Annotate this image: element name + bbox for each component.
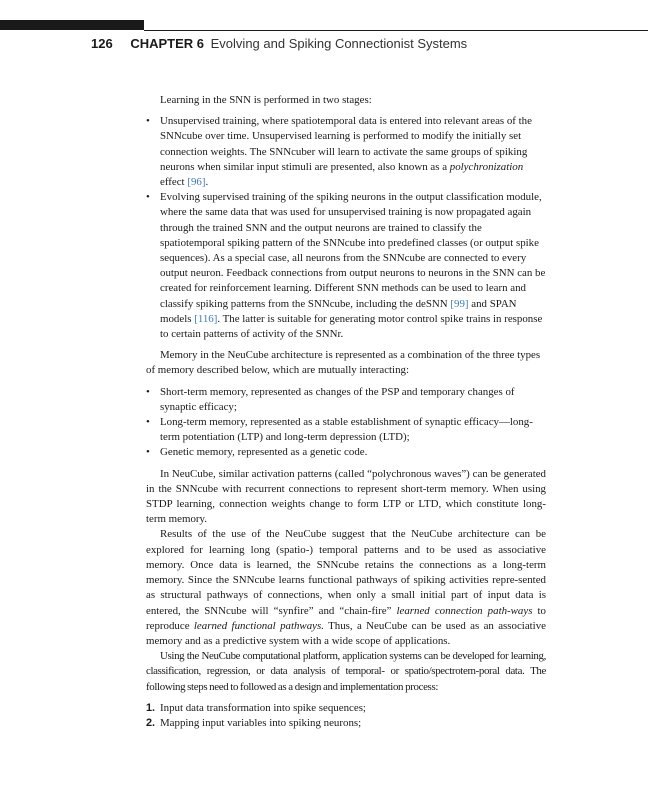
chapter-title: Evolving and Spiking Connectionist Systems: [210, 36, 468, 51]
step-number: 1.: [146, 701, 156, 714]
list-item: 2. Mapping input variables into spiking neurons;: [146, 716, 546, 731]
intro-paragraph: Learning in the SNN is performed in two stages:: [160, 94, 372, 106]
paragraph: Results of the use of the NeuCube suggest that the NeuCube architecture can be explored for learning long (spatio-) temporal patterns and to be used as associative memory. Once data is learned, the SNNcube retains the connections as a long-term memory. Since the SNNcube learns functional pathways of spiking activities repre-sented as structural pathways of connections, when only a small initial part of input data is entered, the SNNcube will “synfire” and “chain-fire” learned connection path-ways to reproduce learned functional pathways. Thus, a NeuCube can be used as an associative memory and as a predictive system with a wide scope of applications.: [146, 528, 546, 647]
step-number: 2.: [146, 716, 156, 729]
header-rule: [144, 30, 648, 31]
paragraph: Using the NeuCube computational platform, application systems can be developed for learning, classification, regression, or data analysis of temporal- or spatio/spectrotem-poral data. The following steps need to followed as a design and implementation process:: [146, 650, 546, 693]
memory-types-list: [146, 385, 546, 461]
bullet-icon: •: [146, 385, 150, 398]
list-item: • Short-term memory, represented as changes of the PSP and temporary changes of synaptic efficacy;: [146, 385, 515, 413]
bullet-icon: •: [146, 446, 150, 459]
chapter-label: CHAPTER 6: [130, 36, 205, 51]
running-head: [91, 36, 467, 51]
stages-list: [146, 114, 546, 342]
list-item: • Genetic memory, represented as a genetic code.: [146, 445, 546, 460]
steps-list: [146, 701, 546, 731]
citation-link[interactable]: [116]: [194, 312, 218, 325]
body-text: [146, 93, 546, 731]
bullet-icon: •: [146, 191, 150, 204]
bullet-icon: •: [146, 115, 150, 128]
paragraph: In NeuCube, similar activation patterns (called “polychronous waves”) can be generated in the SNNcube with recurrent connections to represent short-term memory. When using STDP learning, connection weights change to form LTP or LTD, which constitute long-term memory.: [146, 467, 546, 526]
memory-intro-paragraph: Memory in the NeuCube architecture is represented as a combination of the three types of memory described below, which are mutually interacting:: [146, 349, 541, 377]
citation-link[interactable]: [99]: [450, 297, 469, 310]
bullet-icon: •: [146, 416, 150, 429]
list-item: • Unsupervised training, where spatiotemporal data is entered into relevant areas of the SNNcube over time. Unsupervised learning is performed to modify the initially set connection weights. The SNNcuber will learn to activate the same groups of spiking neurons when similar input stimuli are presented, also known as a polychronization effect [96].: [146, 115, 532, 189]
list-item: • Evolving supervised training of the spiking neurons in the output classification module, where the same data that was used for unsupervised training is now propagated again through the trained SNN and the output neurons are trained to classify the spatiotemporal spiking pattern of the SNNcube into predefined classes (or output spike sequences). As a special case, all neurons from the SNNcube are connected to every output neuron. Feedback connections from output neurons to neurons in the SNN can be created for reinforcement learning. Different SNN methods can be used to learn and classify spiking patterns from the SNNcube, including the deSNN [99] and SPAN models [116]. The latter is suitable for generating motor control spike trains in response to certain patterns of activity of the SNNr.: [146, 191, 546, 341]
header-bar: [0, 20, 144, 30]
list-item: 1. Input data transformation into spike sequences;: [146, 701, 546, 716]
citation-link[interactable]: [96]: [187, 176, 206, 189]
page-number: 126: [91, 36, 113, 51]
list-item: • Long-term memory, represented as a stable establishment of synaptic efficacy—long-term potentiation (LTP) and long-term depression (LTD);: [146, 416, 533, 444]
